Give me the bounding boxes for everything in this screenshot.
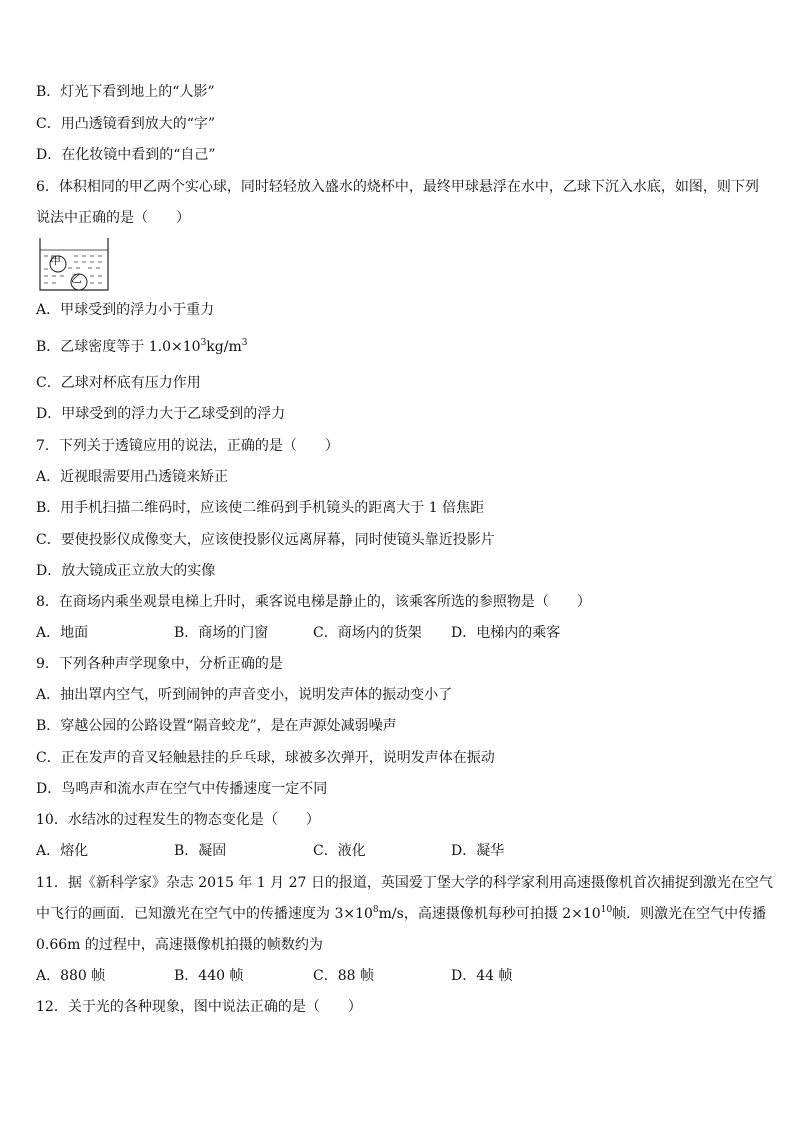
q9-option-a: A．抽出罩内空气，听到闹钟的声音变小，说明发声体的振动变小了: [36, 687, 453, 703]
q6-option-a: A．甲球受到的浮力小于重力: [36, 302, 215, 318]
q8-option-c: C．商场内的货架: [313, 625, 422, 641]
q10-stem: 10．水结冰的过程发生的物态变化是（ ）: [36, 812, 320, 828]
fig-label-jia: 甲: [50, 254, 61, 267]
q8-options: [36, 623, 758, 643]
q8-option-b: B．商场的门窗: [174, 625, 269, 641]
q9-option-d: D．鸟鸣声和流水声在空气中传播速度一定不同: [36, 781, 328, 797]
q10-options: [36, 841, 758, 861]
q7-option-b: B．用手机扫描二维码时，应该使二维码到手机镜头的距离大于 1 倍焦距: [36, 500, 485, 516]
q11-stem-line3: 0.66m 的过程中，高速摄像机拍摄的帧数约为: [36, 937, 323, 953]
q11-option-d: D．44 帧: [451, 968, 513, 984]
q10-option-d: D．凝华: [451, 843, 505, 859]
q7-option-a: A．近视眼需要用凸透镜来矫正: [36, 469, 229, 485]
q6-stem-line2: 说法中正确的是（ ）: [36, 210, 190, 226]
q5-option-b: B．灯光下看到地上的“人影”: [36, 84, 215, 100]
q8-option-a: A．地面: [36, 625, 89, 641]
q5-option-c: C．用凸透镜看到放大的“字”: [36, 116, 216, 132]
q5-option-d: D．在化妆镜中看到的“自己”: [36, 147, 216, 163]
q6-option-d: D．甲球受到的浮力大于乙球受到的浮力: [36, 406, 286, 422]
q9-stem: 9．下列各种声学现象中，分析正确的是: [36, 656, 283, 672]
q7-stem: 7．下列关于透镜应用的说法，正确的是（ ）: [36, 438, 339, 454]
q10-option-b: B．凝固: [174, 843, 227, 859]
q7-option-d: D．放大镜成正立放大的实像: [36, 563, 216, 579]
q11-options: [36, 966, 758, 986]
q6-option-c: C．乙球对杯底有压力作用: [36, 375, 201, 391]
q11-stem-line2: 中飞行的画面．已知激光在空气中的传播速度为 $3\times 10^8m/s$，高速摄像机每秒可拍摄 $2\times 10^{10}$帧．则激光在空气中传播: [36, 905, 767, 922]
q8-stem: 8．在商场内乘坐观景电梯上升时，乘客说电梯是静止的，该乘客所选的参照物是（ ）: [36, 594, 591, 610]
q9-option-b: B．穿越公园的公路设置“隔音蛟龙”，是在声源处减弱噪声: [36, 718, 397, 734]
q9-option-c: C．正在发声的音叉轻触悬挂的乒乓球，球被多次弹开，说明发声体在振动: [36, 750, 495, 766]
q11-option-a: A．880 帧: [36, 968, 106, 984]
q7-option-c: C．要使投影仪成像变大，应该使投影仪远离屏幕，同时使镜头靠近投影片: [36, 532, 495, 548]
q10-option-a: A．熔化: [36, 843, 89, 859]
q6-option-b: B．乙球密度等于 $1.0\times 10^3kg/m^3$: [36, 338, 248, 355]
q10-option-c: C．液化: [313, 843, 366, 859]
q6-stem-line1: 6．体积相同的甲乙两个实心球，同时轻轻放入盛水的烧杯中，最终甲球悬浮在水中，乙球下沉入水底，如图，则下列: [36, 179, 759, 195]
q11-option-b: B．440 帧: [174, 968, 244, 984]
q11-stem-line1: 11．据《新科学家》杂志 2015 年 1 月 27 日的报道，英国爱丁堡大学的科学家利用高速摄像机首次捕捉到激光在空气: [36, 875, 773, 891]
q8-option-d: D．电梯内的乘客: [451, 625, 561, 641]
q11-option-c: C．88 帧: [313, 968, 374, 984]
q12-stem: 12．关于光的各种现象，图中说法正确的是（ ）: [36, 999, 362, 1015]
fig-label-yi: 乙: [71, 272, 82, 285]
